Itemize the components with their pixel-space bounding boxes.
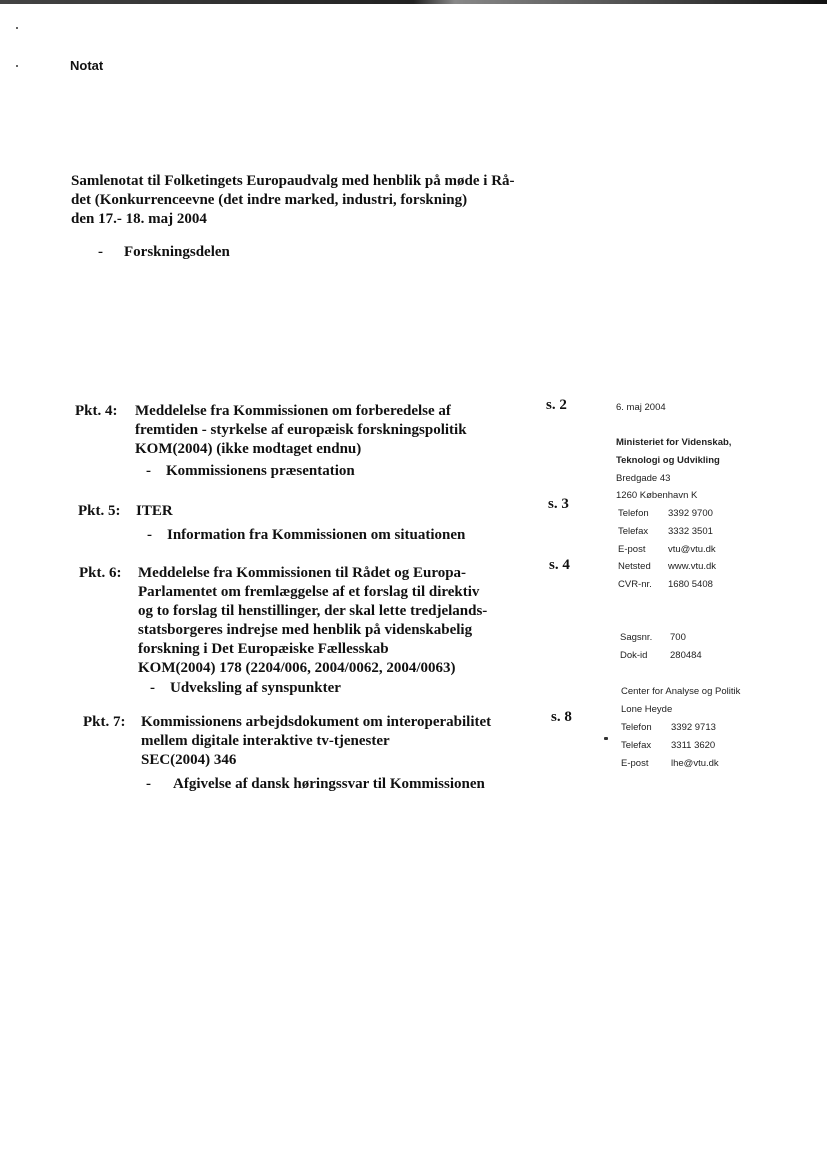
sidebar-case-number bbox=[620, 632, 686, 643]
sidebar-date: 6. maj 2004 bbox=[616, 402, 666, 413]
ref-value: 280484 bbox=[670, 650, 702, 661]
sidebar-person: Lone Heyde bbox=[621, 704, 673, 715]
document-type-label: Notat bbox=[70, 58, 104, 73]
subpoint-dash: - bbox=[150, 680, 155, 696]
subtitle-text: Forskningsdelen bbox=[124, 244, 230, 260]
contact-key: Telefax bbox=[621, 740, 652, 751]
scan-speck bbox=[604, 737, 608, 740]
agenda-item-4-subpoint bbox=[146, 463, 355, 480]
subpoint-text: Afgivelse af dansk høringssvar til Kommissionen bbox=[173, 776, 485, 792]
contact-value: lhe@vtu.dk bbox=[671, 758, 719, 769]
document-subtitle bbox=[98, 244, 230, 261]
agenda-item-6-subpoint bbox=[150, 680, 341, 697]
item-number: Pkt. 7: bbox=[83, 714, 126, 730]
page-ref-item-6: s. 4 bbox=[549, 557, 570, 573]
contact-value: 3392 9700 bbox=[668, 508, 713, 519]
item-text: Meddelelse fra Kommissionen til Rådet og Europa- Parlamentet om fremlæggelse af et forslag til direktiv og to forslag til henstillinger, der skal lette tredjelands- statsborgeres indrejse med henblik på videnskabelig forskning i Det Europæiske Fællesskab KOM(2004) 178 (2204/006, 2004/0062, 2004/0063) bbox=[138, 565, 488, 676]
agenda-item-5-subpoint bbox=[147, 527, 465, 544]
item-number: Pkt. 6: bbox=[79, 565, 122, 581]
contact-key: CVR-nr. bbox=[618, 579, 652, 590]
item-text: Meddelelse fra Kommissionen om forberedelse af fremtiden - styrkelse af europæisk forskningspolitik KOM(2004) (ikke modtaget endnu) bbox=[135, 403, 467, 457]
sidebar-person-phone bbox=[621, 722, 716, 733]
sidebar-doc-id bbox=[620, 650, 702, 661]
page-ref-item-5: s. 3 bbox=[548, 496, 569, 512]
sidebar-ministry-line1: Ministeriet for Videnskab, bbox=[616, 437, 732, 448]
sidebar-contact-web bbox=[618, 561, 716, 572]
subpoint-dash: - bbox=[147, 527, 152, 543]
scan-top-border bbox=[0, 0, 827, 4]
subpoint-text: Kommissionens præsentation bbox=[166, 463, 355, 479]
scan-speck bbox=[16, 65, 18, 67]
agenda-item-5 bbox=[78, 502, 558, 522]
contact-key: Telefon bbox=[621, 722, 652, 733]
sidebar-contact-email bbox=[618, 544, 716, 555]
ref-value: 700 bbox=[670, 632, 686, 643]
ref-key: Sagsnr. bbox=[620, 632, 653, 643]
contact-key: Netsted bbox=[618, 561, 651, 572]
page-ref-item-4: s. 2 bbox=[546, 397, 567, 413]
contact-key: Telefax bbox=[618, 526, 649, 537]
contact-key: E-post bbox=[621, 758, 649, 769]
contact-value: 3311 3620 bbox=[671, 740, 716, 751]
contact-value: www.vtu.dk bbox=[668, 561, 717, 572]
sidebar-contact-fax bbox=[618, 526, 713, 537]
scan-speck bbox=[16, 27, 18, 29]
sidebar-contact-cvr bbox=[618, 579, 713, 590]
agenda-item-6 bbox=[79, 564, 559, 680]
agenda-item-7-subpoint bbox=[146, 776, 485, 793]
subpoint-dash: - bbox=[146, 463, 151, 479]
contact-value: 3332 3501 bbox=[668, 526, 713, 537]
item-number: Pkt. 4: bbox=[75, 403, 118, 419]
sidebar-ministry-line2: Teknologi og Udvikling bbox=[616, 455, 720, 466]
sidebar-unit: Center for Analyse og Politik bbox=[621, 686, 741, 697]
contact-value: 3392 9713 bbox=[671, 722, 716, 733]
subpoint-text: Information fra Kommissionen om situationen bbox=[167, 527, 466, 543]
item-text: ITER bbox=[136, 503, 173, 519]
sidebar-person-fax bbox=[621, 740, 715, 751]
sidebar-contact-phone bbox=[618, 508, 713, 519]
sidebar-person-email bbox=[621, 758, 719, 769]
sidebar-city: 1260 København K bbox=[616, 490, 698, 501]
contact-value: vtu@vtu.dk bbox=[668, 544, 716, 555]
page-ref-item-7: s. 8 bbox=[551, 709, 572, 725]
subpoint-text: Udveksling af synspunkter bbox=[170, 680, 341, 696]
item-number: Pkt. 5: bbox=[78, 503, 121, 519]
agenda-item-7 bbox=[83, 713, 563, 773]
subtitle-dash: - bbox=[98, 244, 103, 260]
document-title: Samlenotat til Folketingets Europaudvalg med henblik på møde i Rå- det (Konkurrenceevne (det indre marked, industri, forskning) den 17.- 18. maj 2004 bbox=[71, 173, 515, 227]
sidebar-street: Bredgade 43 bbox=[616, 473, 671, 484]
contact-key: E-post bbox=[618, 544, 646, 555]
contact-value: 1680 5408 bbox=[668, 579, 713, 590]
subpoint-dash: - bbox=[146, 776, 151, 792]
item-text: Kommissionens arbejdsdokument om interoperabilitet mellem digitale interaktive tv-tjenester SEC(2004) 346 bbox=[141, 714, 492, 768]
agenda-item-4 bbox=[75, 402, 555, 462]
contact-key: Telefon bbox=[618, 508, 649, 519]
ref-key: Dok-id bbox=[620, 650, 648, 661]
